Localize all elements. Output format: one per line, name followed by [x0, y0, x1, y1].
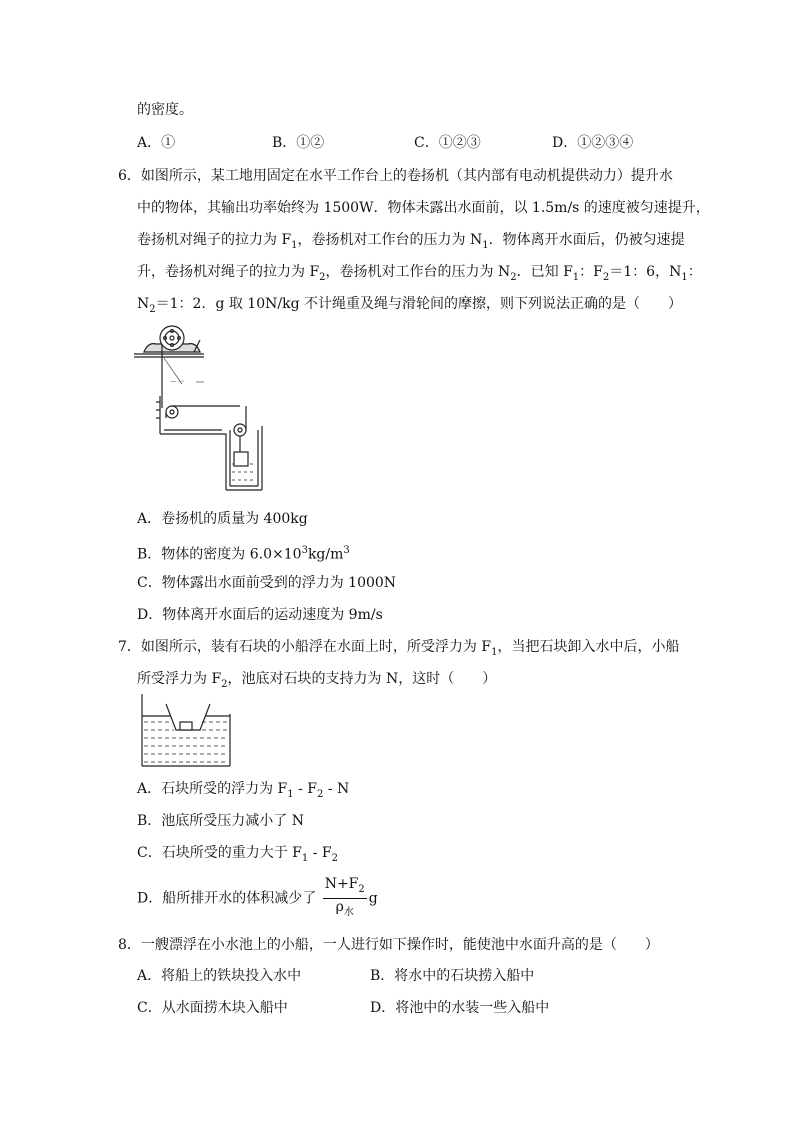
q8-option-b: B．将水中的石块捞入船中: [370, 968, 535, 984]
q5-option-c: C．①②③: [414, 135, 481, 151]
q5-option-a: A．①: [137, 135, 176, 151]
q8-line-1: 8．一艘漂浮在小水池上的小船，一人进行如下操作时，能使池中水面升高的是（ ）: [118, 937, 659, 953]
q7-line-1: 7．如图所示，装有石块的小船浮在水面上时，所受浮力为 $F_1$，当把石块卸入水中后，小船: [118, 639, 680, 658]
q7-boat-diagram: [138, 690, 234, 770]
q6-option-a: A．卷扬机的质量为 400kg: [137, 511, 308, 527]
q6-line-5: $N_2=1$：2．g 取 10N/kg 不计绳重及绳与滑轮间的摩擦，则下列说法正确的是（ ）: [137, 296, 682, 315]
q7-option-d-fraction: $\frac{N+F_2}{\rho_水}$: [324, 876, 365, 918]
q8-option-d: D．将池中的水装一些入船中: [370, 1000, 550, 1016]
q8-option-c: C．从水面捞木块入船中: [137, 1000, 288, 1016]
q6-option-d: D．物体离开水面后的运动速度为 9m/s: [137, 607, 383, 623]
q6-line-3: 卷扬机对绳子的拉力为 $F_1$，卷扬机对工作台的压力为 $N_1$．物体离开水面后，仍被匀速提: [137, 232, 685, 251]
q5-tail-text: 的密度。: [137, 102, 193, 118]
q7-option-d: D．船所排开水的体积减少了 $\frac{N+F_2}{\rho_水}$ g: [137, 876, 378, 921]
svg-text:ー一: ー一: [170, 378, 184, 386]
q7-option-c: C．石块所受的重力大于 $F_1 - F_2$: [137, 845, 338, 864]
q6-option-b: B．物体的密度为 $6.0\times 10^3kg/m^3$: [137, 545, 350, 563]
q7-line-2: 所受浮力为 $F_2$，池底对石块的支持力为 N，这时（ ）: [137, 671, 497, 690]
q5-option-b: B．①②: [272, 135, 325, 151]
q6-line-2: 中的物体，其输出功率始终为 1500W．物体未露出水面前，以 1.5m/s 的速度被匀速提升，: [137, 200, 710, 216]
q7-option-b: B．池底所受压力减小了 N: [137, 813, 304, 829]
q8-option-a: A．将船上的铁块投入水中: [137, 968, 302, 984]
q5-option-d: D．①②③④: [552, 135, 634, 151]
q6-option-c: C．物体露出水面前受到的浮力为 1000N: [137, 575, 397, 591]
q6-winch-diagram: [130, 322, 280, 494]
q6-line-1: 6．如图所示，某工地用固定在水平工作台上的卷扬机（其内部有电动机提供动力）提升水: [118, 168, 673, 184]
q6-line-4: 升，卷扬机对绳子的拉力为 $F_2$，卷扬机对工作台的压力为 $N_2$．已知 $F_1$：$F_2=1$：6，$N_1$：: [137, 264, 702, 283]
q7-option-a: A．石块所受的浮力为 $F_1 - F_2$ - N: [137, 781, 350, 800]
